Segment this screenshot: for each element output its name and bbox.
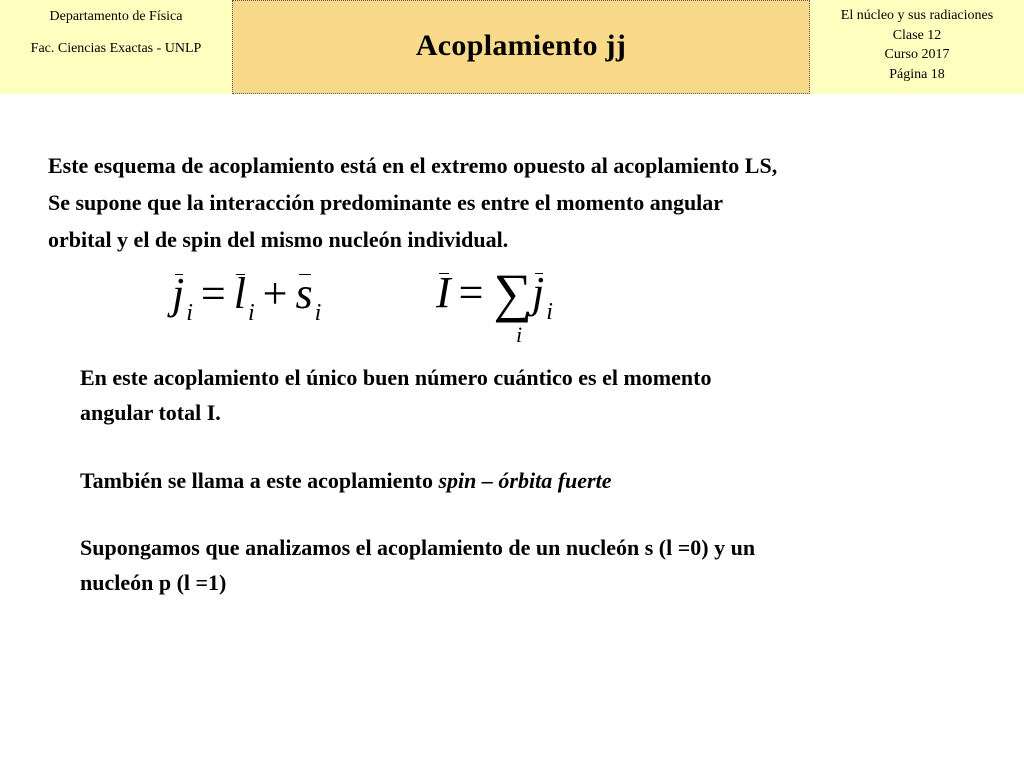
plus-sign: + [262,269,288,318]
total-line: En este acoplamiento el único buen número cuántico es el momento [80,365,712,390]
subscript: i [247,300,255,326]
vector-j: j [172,269,185,318]
subscript: i [186,300,193,326]
intro-line: Se supone que la interacción predominante es entre el momento angular [48,190,724,215]
summation-index: i [516,322,523,347]
subscript: i [314,300,322,326]
vector-s: s [295,269,313,318]
vector-l: l [233,269,246,318]
class-number: Clase 12 [892,27,942,43]
summation-icon: ∑ [493,263,532,323]
equals-sign: = [200,269,226,318]
intro-line: orbital y el de spin del mismo nucleón individual. [48,227,509,252]
slide-title: Acoplamiento jj [415,29,627,62]
page-number: Página 18 [889,66,945,82]
equation-j-sum [172,268,321,327]
also-called-paragraph [80,462,980,499]
equals-sign: = [458,268,484,317]
total-line: angular total I. [80,400,221,425]
suppose-line: nucleón p (l =1) [80,570,227,595]
department-label: Departamento de Física [49,9,183,24]
suppose-line: Supongamos que analizamos el acoplamiento de un nucleón s (l =0) y un [80,535,756,560]
header-title-box [232,0,810,94]
total-momentum-paragraph [80,360,940,430]
course-year: Curso 2017 [884,47,950,62]
suppose-paragraph [80,530,980,600]
course-name: El núcleo y sus radiaciones [840,8,994,23]
equation-total-I [436,258,553,347]
also-prefix: También se llama a este acoplamiento [80,468,439,493]
intro-paragraph [48,147,1008,258]
intro-line: Este esquema de acoplamiento está en el extremo opuesto al acoplamiento LS, [48,153,778,178]
subscript: i [546,299,553,325]
faculty-label: Fac. Ciencias Exactas - UNLP [30,41,202,56]
header-right [810,0,1024,94]
vector-I: I [436,268,451,317]
header-left [0,0,232,94]
spin-orbit-term: spin – órbita fuerte [438,468,612,493]
vector-j: j [531,268,545,317]
